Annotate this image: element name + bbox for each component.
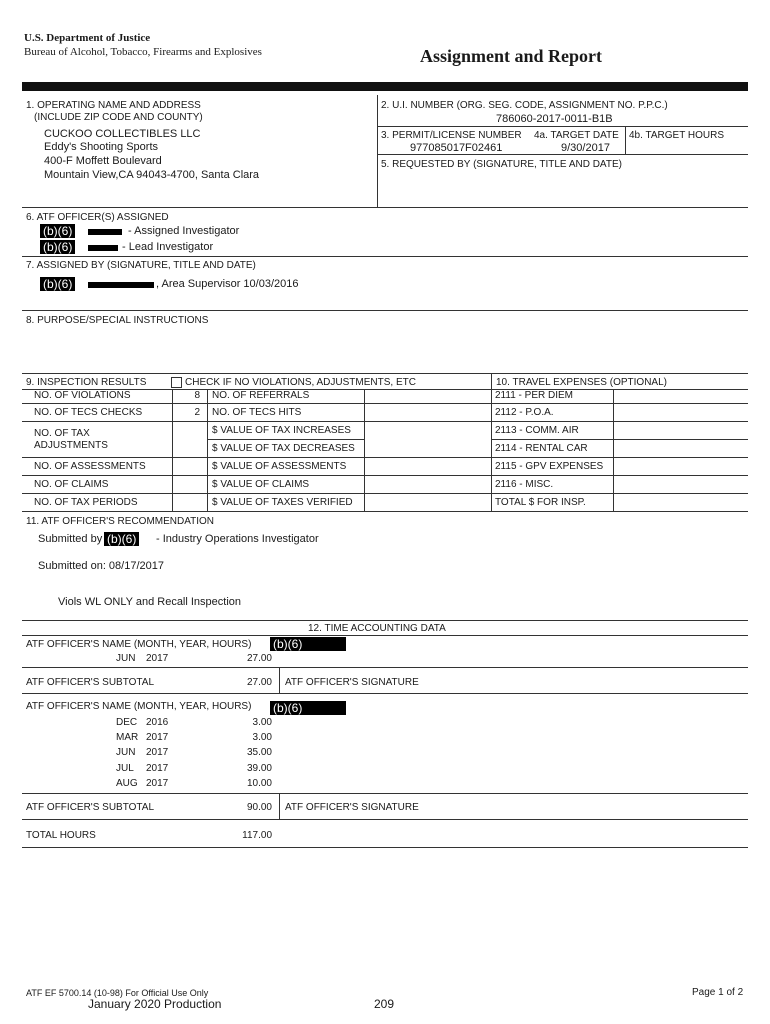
redaction-box (88, 229, 122, 235)
divider (377, 154, 748, 155)
label-tax-decreases: $ VALUE OF TAX DECREASES (212, 443, 355, 454)
divider (22, 475, 748, 476)
submitted-by-suffix: - Industry Operations Investigator (156, 533, 319, 545)
value-violations: 8 (194, 390, 200, 401)
submitted-on: Submitted on: 08/17/2017 (38, 560, 164, 572)
target-hours-label: 4b. TARGET HOURS (629, 130, 725, 141)
ui-number-label: 2. U.I. NUMBER (ORG. SEG. CODE, ASSIGNMENT NO. P.P.C.) (381, 100, 668, 111)
label-tax-periods: NO. OF TAX PERIODS (34, 497, 138, 508)
divider (22, 847, 748, 848)
redaction-box: (b)(6) (40, 240, 75, 254)
business-name: CUCKOO COLLECTIBLES LLC (44, 128, 201, 140)
page-number: Page 1 of 2 (692, 987, 744, 998)
no-violations-label: CHECK IF NO VIOLATIONS, ADJUSTMENTS, ETC (185, 377, 416, 388)
assigned-by-label: 7. ASSIGNED BY (SIGNATURE, TITLE AND DATE) (26, 260, 256, 271)
officers-assigned-label: 6. ATF OFFICER(S) ASSIGNED (26, 212, 169, 223)
officer2-entry-year: 2017 (146, 747, 169, 758)
time-accounting-label: 12. TIME ACCOUNTING DATA (308, 623, 446, 634)
label-value-assessments: $ VALUE OF ASSESSMENTS (212, 461, 347, 472)
travel-gpv: 2115 - GPV EXPENSES (495, 461, 604, 472)
form-title: Assignment and Report (420, 46, 603, 66)
divider (279, 667, 280, 693)
permit-number-value: 977085017F02461 (410, 142, 503, 154)
divider (22, 819, 748, 820)
target-date-value: 9/30/2017 (561, 142, 610, 154)
divider (22, 667, 748, 668)
assigned-by-text: , Area Supervisor 10/03/2016 (156, 278, 299, 290)
label-tax-adjustments-b: ADJUSTMENTS (34, 440, 108, 451)
officer2-entry-hours: 39.00 (246, 763, 272, 774)
divider (22, 511, 748, 512)
officer2-entry-month: MAR (116, 732, 139, 743)
divider (22, 256, 748, 257)
divider (22, 310, 748, 311)
business-city: Mountain View,CA 94043-4700, Santa Clara (44, 169, 260, 181)
agency-name: U.S. Department of Justice (24, 32, 151, 44)
label-tax-adjustments: NO. OF TAX (34, 428, 90, 439)
officer1-name-label: ATF OFFICER'S NAME (MONTH, YEAR, HOURS) (26, 639, 252, 650)
label-value-claims: $ VALUE OF CLAIMS (212, 479, 310, 490)
submitted-by-prefix: Submitted by (38, 533, 103, 545)
header-rule (22, 82, 748, 91)
officer1-subtotal-label: ATF OFFICER'S SUBTOTAL (26, 677, 155, 688)
divider (22, 373, 748, 374)
officer2-entry-year: 2016 (146, 717, 169, 728)
divider (279, 793, 280, 819)
officer2-entry-hours: 3.00 (252, 717, 272, 728)
officer2-entry-month: JUN (116, 747, 136, 758)
label-tax-increases: $ VALUE OF TAX INCREASES (212, 425, 351, 436)
ui-number-value: 786060-2017-0011-B1B (496, 113, 613, 125)
total-hours-label: TOTAL HOURS (26, 830, 96, 841)
officer2-entry-hours: 10.00 (246, 778, 272, 789)
bureau-name: Bureau of Alcohol, Tobacco, Firearms and Explosives (24, 46, 262, 58)
travel-expenses-label: 10. TRAVEL EXPENSES (OPTIONAL) (496, 377, 667, 388)
officer1-entry-month: JUN (116, 653, 136, 664)
divider (22, 620, 748, 621)
divider (625, 126, 626, 154)
permit-number-label: 3. PERMIT/LICENSE NUMBER (381, 130, 522, 141)
travel-misc: 2116 - MISC. (495, 479, 554, 490)
officer1-subtotal: 27.00 (246, 677, 272, 688)
officer2-subtotal: 90.00 (246, 802, 272, 813)
officer2-entry-month: DEC (116, 717, 138, 728)
business-dba: Eddy's Shooting Sports (44, 141, 159, 153)
divider (22, 457, 748, 458)
officer1-signature-label: ATF OFFICER'S SIGNATURE (285, 677, 419, 688)
divider (22, 207, 748, 208)
officer2-signature-label: ATF OFFICER'S SIGNATURE (285, 802, 419, 813)
form-id: ATF EF 5700.14 (10-98) For Official Use Only (26, 988, 209, 998)
officer1-entry-hours: 27.00 (246, 653, 272, 664)
no-violations-checkbox[interactable] (171, 377, 182, 388)
divider (22, 493, 748, 494)
divider (207, 439, 364, 440)
divider (377, 126, 748, 127)
officer2-entry-year: 2017 (146, 732, 169, 743)
officer2-entry-hours: 3.00 (252, 732, 272, 743)
travel-per-diem: 2111 - PER DIEM (495, 390, 573, 401)
officer2-entry-month: AUG (116, 778, 138, 789)
label-referrals: NO. OF REFERRALS (212, 390, 310, 401)
officer2-entry-hours: 35.00 (246, 747, 272, 758)
divider (22, 403, 748, 404)
travel-rental-car: 2114 - RENTAL CAR (495, 443, 588, 454)
label-taxes-verified: $ VALUE OF TAXES VERIFIED (212, 497, 353, 508)
production-label: January 2020 Production (88, 997, 222, 1011)
operating-name-label: 1. OPERATING NAME AND ADDRESS (26, 100, 201, 111)
redaction-box: (b)(6) (40, 224, 75, 238)
total-hours: 117.00 (242, 830, 272, 841)
inspection-results-label: 9. INSPECTION RESULTS (26, 377, 147, 388)
redaction-box: (b)(6) (40, 277, 75, 291)
operating-name-sublabel: (INCLUDE ZIP CODE AND COUNTY) (34, 112, 203, 123)
redaction-box (88, 245, 118, 251)
label-tecs-checks: NO. OF TECS CHECKS (34, 407, 143, 418)
divider (22, 635, 748, 636)
redaction-box: (b)(6) (104, 532, 139, 546)
officer1-role: - Assigned Investigator (128, 225, 240, 237)
officer1-entry-year: 2017 (146, 653, 169, 664)
officer2-entry-month: JUL (116, 763, 134, 774)
purpose-label: 8. PURPOSE/SPECIAL INSTRUCTIONS (26, 315, 209, 326)
redaction-box (88, 282, 154, 288)
requested-by-label: 5. REQUESTED BY (SIGNATURE, TITLE AND DATE) (381, 159, 622, 170)
label-claims: NO. OF CLAIMS (34, 479, 109, 490)
divider (491, 439, 748, 440)
officer2-role: - Lead Investigator (122, 241, 214, 253)
travel-comm-air: 2113 - COMM. AIR (495, 425, 579, 436)
business-street: 400-F Moffett Boulevard (44, 155, 162, 167)
recommendation-label: 11. ATF OFFICER'S RECOMMENDATION (26, 516, 215, 527)
value-tecs-checks: 2 (194, 407, 200, 418)
travel-poa: 2112 - P.O.A. (495, 407, 554, 418)
divider (377, 95, 378, 207)
travel-total: TOTAL $ FOR INSP. (495, 497, 586, 508)
officer2-name-label: ATF OFFICER'S NAME (MONTH, YEAR, HOURS) (26, 701, 252, 712)
label-tecs-hits: NO. OF TECS HITS (212, 407, 302, 418)
officer2-entry-year: 2017 (146, 763, 169, 774)
redaction-box: (b)(6) (270, 637, 346, 651)
officer2-entry-year: 2017 (146, 778, 169, 789)
label-assessments: NO. OF ASSESSMENTS (34, 461, 146, 472)
divider (22, 421, 748, 422)
divider (22, 793, 748, 794)
divider (491, 373, 492, 511)
recommendation-note: Viols WL ONLY and Recall Inspection (58, 596, 242, 608)
divider (22, 693, 748, 694)
target-date-label: 4a. TARGET DATE (534, 130, 619, 141)
label-violations: NO. OF VIOLATIONS (34, 390, 131, 401)
officer2-subtotal-label: ATF OFFICER'S SUBTOTAL (26, 802, 155, 813)
redaction-box: (b)(6) (270, 701, 346, 715)
bates-number: 209 (374, 997, 395, 1011)
